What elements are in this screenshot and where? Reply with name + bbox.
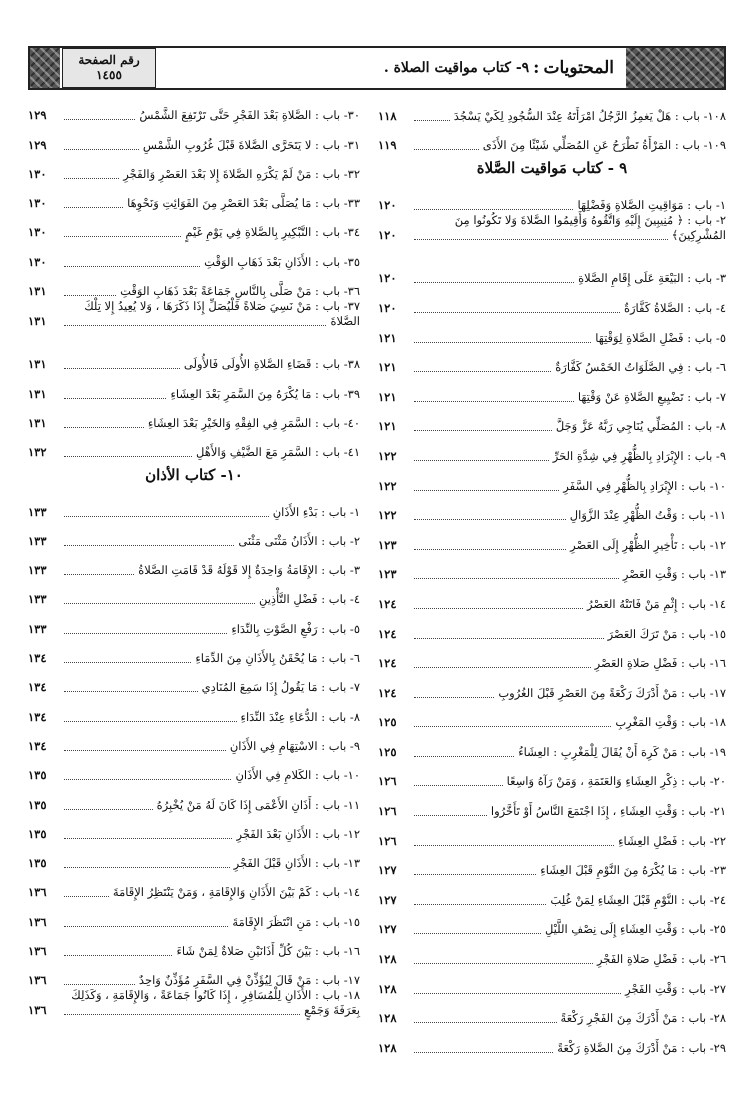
toc-page-number: ١٢١ xyxy=(378,330,397,345)
toc-entry-title: ٢٠- باب : ذِكْرِ العِشَاءِ وَالعَتَمَةِ ، وَمَنْ رَآهُ وَاسِعًا xyxy=(506,774,726,789)
dot-leader xyxy=(414,342,591,343)
toc-entry xyxy=(378,124,726,154)
toc-page-number: ١٢٥ xyxy=(378,715,397,730)
toc-entry-title: ٣٤- باب : التَّبْكِيرِ بِالصَّلاةِ فِي يَوْمِ غَيْمٍ xyxy=(185,225,360,240)
toc-entry-title: ٤٠- باب : السَّمَرِ فِي الفِقْهِ وَالخَيْرِ بَعْدَ العِشَاءِ xyxy=(147,415,360,430)
toc-page-number: ١٣٢ xyxy=(28,445,47,460)
toc-entry xyxy=(378,553,726,583)
dot-leader xyxy=(64,178,119,179)
toc-page-number: ١٣٤ xyxy=(28,680,47,695)
dot-leader xyxy=(64,838,232,839)
toc-entry-title: ٢٧- باب : وَقْتِ الفَجْرِ xyxy=(625,981,726,996)
toc-entry xyxy=(378,789,726,819)
dot-leader xyxy=(64,779,231,780)
toc-entry xyxy=(378,375,726,405)
toc-page-number: ١٢٢ xyxy=(378,508,397,523)
toc-page-number: ١٣١ xyxy=(28,386,47,401)
toc-entry-title: ١١- باب : أَذَانِ الأَعْمَى إِذَا كَانَ لَهُ مَنْ يُخْبِرُهُ xyxy=(156,797,360,812)
toc-page-number: ١٣٥ xyxy=(28,797,47,812)
dot-leader xyxy=(414,815,487,816)
toc-page-number: ١٢٣ xyxy=(378,537,397,552)
toc-entry-title: ٩- باب : الاسْتِهَامِ فِي الأَذَانِ xyxy=(229,738,360,753)
toc-page-number: ١٣٦ xyxy=(28,1003,47,1018)
toc-entry xyxy=(28,725,360,754)
dot-leader xyxy=(64,149,139,150)
toc-entry xyxy=(28,578,360,607)
toc-entry xyxy=(28,240,360,269)
toc-entry-title: ١٧- باب : مَنْ أَدْرَكَ رَكْعَةً مِنَ العَصْرِ قَبْلَ الغُرُوبِ xyxy=(498,685,726,700)
toc-entry-continuation xyxy=(378,228,726,243)
dot-leader xyxy=(64,295,116,296)
toc-page-number: ١١٩ xyxy=(378,138,397,153)
dot-leader xyxy=(414,845,614,846)
toc-entry xyxy=(378,730,726,760)
toc-entry xyxy=(378,183,726,213)
toc-entry xyxy=(378,257,726,287)
toc-entry-title: ٧- باب : مَا يَقُولُ إِذَا سَمِعَ المُنَادِي xyxy=(201,680,360,695)
toc-entry xyxy=(378,213,726,257)
toc-page-number: ١٢٤ xyxy=(378,656,397,671)
dot-leader xyxy=(64,662,191,663)
toc-entry xyxy=(378,94,726,124)
toc-entry-title: ١١- باب : وَقْتُ الظُّهْرِ عِنْدَ الزَّوَالِ xyxy=(569,508,726,523)
dot-leader xyxy=(64,398,166,399)
dot-leader xyxy=(64,984,135,985)
section-title: ٩ - كتاب مَواقيت الصَّلاة xyxy=(476,159,628,178)
toc-page-number: ١٣٥ xyxy=(28,768,47,783)
toc-entry-title: ١٥- باب : مَنِ انْتَظَرَ الإِقَامَةَ xyxy=(232,914,360,929)
toc-entry-title: ١٤- باب : إِثْمِ مَنْ فَاتَتْهُ العَصْرُ xyxy=(587,596,726,611)
dot-leader xyxy=(414,756,514,757)
toc-entry-title: ٨- باب : المُصَلِّي يُنَاجِي رَبَّهُ عَزَّ وَجَلَّ xyxy=(555,419,726,434)
dot-leader xyxy=(64,633,227,634)
toc-entry xyxy=(28,666,360,695)
toc-entry-title: ٢- باب : الأَذَانُ مَثْنَى مَثْنَى xyxy=(238,533,360,548)
dot-leader xyxy=(414,933,541,934)
toc-page-number: ١٢٤ xyxy=(378,626,397,641)
dot-leader xyxy=(64,955,172,956)
toc-entry-title: ٢٤- باب : النَّوْمِ قَبْلَ العِشَاءِ لِمَنْ غُلِبَ xyxy=(550,892,726,907)
dot-leader xyxy=(414,904,546,905)
toc-entry xyxy=(378,612,726,642)
toc-page-number: ١٣٤ xyxy=(28,651,47,666)
toc-page-number: ١١٨ xyxy=(378,108,397,123)
toc-entry-title: ٤١- باب : السَّمَرِ مَعَ الضَّيْفِ وَالأَهْلِ xyxy=(196,445,360,460)
toc-page-number: ١٣٦ xyxy=(28,885,47,900)
toc-entry xyxy=(378,494,726,524)
toc-entry-title: ٣- باب : الإِقَامَةُ وَاحِدَةٌ إِلا قَوْلَهُ قَدْ قَامَتِ الصَّلاةُ xyxy=(138,563,360,578)
dot-leader xyxy=(414,401,574,402)
toc-page-number: ١٢٧ xyxy=(378,863,397,878)
toc-page-number: ١٣٦ xyxy=(28,914,47,929)
dot-leader xyxy=(414,239,668,240)
dot-leader xyxy=(414,785,503,786)
dot-leader xyxy=(64,574,134,575)
toc-page-number: ١٢٣ xyxy=(378,567,397,582)
dot-leader xyxy=(64,368,180,369)
toc-entry-title: ٣١- باب : لا يَتَحَرَّى الصَّلاةَ قَبْلَ غُرُوبِ الشَّمْسِ xyxy=(142,137,360,152)
dot-leader xyxy=(414,149,479,150)
toc-page-number: ١٣١ xyxy=(28,415,47,430)
toc-entry xyxy=(378,967,726,997)
dot-leader xyxy=(64,325,326,326)
toc-page-number: ١٢٨ xyxy=(378,981,397,996)
header-ornament-left xyxy=(30,48,60,88)
toc-entry xyxy=(28,153,360,182)
dot-leader xyxy=(64,926,228,927)
dot-leader xyxy=(64,603,255,604)
toc-entry-title: ٣٢- باب : مَنْ لَمْ يَكْرَهِ الصَّلاةَ إِلا بَعْدَ العَصْرِ وَالفَجْرِ xyxy=(123,166,360,181)
toc-entry xyxy=(378,316,726,346)
dot-leader xyxy=(64,236,181,237)
dot-leader xyxy=(64,207,123,208)
toc-entry-title: ٥- باب : فَضْلِ الصَّلاةِ لِوَقْتِهَا xyxy=(595,330,726,345)
toc-entry-title: ١٨- باب : الأَذَانِ لِلْمُسَافِرِ ، إِذَا كَانُوا جَمَاعَةً ، وَالإِقَامَةِ ، وَكَذَلِكَ xyxy=(71,988,360,1003)
toc-entry-title: ٣٩- باب : مَا يُكْرَهُ مِنَ السَّمَرِ بَعْدَ العِشَاءِ xyxy=(170,386,360,401)
toc-entry-title: ٣٥- باب : الأَذَانِ بَعْدَ ذَهَابِ الوَقْتِ xyxy=(204,254,360,269)
dot-leader xyxy=(414,120,450,121)
toc-entry-title: ١٥- باب : مَنْ تَرَكَ العَصْرَ xyxy=(607,626,726,641)
toc-entry xyxy=(28,402,360,431)
toc-entry xyxy=(28,695,360,724)
toc-page-number: ١٢٢ xyxy=(378,448,397,463)
toc-entry-title: ١٢- باب : تَأْخِيرِ الظُّهْرِ إِلَى العَصْرِ xyxy=(570,537,726,552)
dot-leader xyxy=(64,750,226,751)
dot-leader xyxy=(414,282,574,283)
toc-entry xyxy=(28,900,360,929)
toc-page-number: ١٢٨ xyxy=(378,1040,397,1055)
toc-entry xyxy=(28,607,360,636)
toc-entry-title: ٤- باب : فَضْلِ التَّأْذِينِ xyxy=(258,592,360,607)
toc-entry xyxy=(28,549,360,578)
toc-page-number: ١٢٠ xyxy=(378,227,397,242)
toc-entry xyxy=(378,642,726,672)
right-column xyxy=(378,94,726,1056)
toc-page-number: ١٢٧ xyxy=(378,892,397,907)
dot-leader xyxy=(414,1022,557,1023)
toc-entry xyxy=(28,490,360,519)
toc-entry-title: ١٨- باب : وَقْتِ المَغْرِبِ xyxy=(615,715,726,730)
dot-leader xyxy=(414,667,591,668)
header-title-bar xyxy=(156,48,626,88)
toc-page-number: ١٢٤ xyxy=(378,596,397,611)
toc-entry xyxy=(28,211,360,240)
toc-entry xyxy=(378,908,726,938)
toc-entry xyxy=(378,434,726,464)
page-number-box xyxy=(62,48,156,88)
dot-leader xyxy=(64,266,200,267)
toc-entry xyxy=(378,286,726,316)
toc-page-number: ١٣٠ xyxy=(28,196,47,211)
dot-leader xyxy=(64,691,198,692)
toc-entry-title: ٢٩- باب : مَنْ أَدْرَكَ مِنَ الصَّلاةِ رَكْعَةً xyxy=(557,1040,726,1055)
header-ornament-right xyxy=(626,48,724,88)
dot-leader xyxy=(64,721,237,722)
toc-entry-title: ٢٣- باب : مَا يُكْرَهُ مِنَ النَّوْمِ قَبْلَ العِشَاءِ xyxy=(540,863,726,878)
toc-page-number: ١٢٦ xyxy=(378,774,397,789)
dot-leader xyxy=(64,456,192,457)
left-column xyxy=(28,94,360,1032)
toc-entry-title: ٣٧- باب : مَنْ نَسِيَ صَلاةً فَلْيُصَلِّ إِذَا ذَكَرَهَا ، وَلا يُعِيدُ إِلا تِلْكَ xyxy=(84,299,360,314)
toc-page-number: ١٣٦ xyxy=(28,973,47,988)
toc-entry-title: ٣٨- باب : قَضَاءِ الصَّلاةِ الأُولَى فَالأُولَى xyxy=(183,357,360,372)
toc-entry xyxy=(28,270,360,299)
dot-leader xyxy=(64,809,153,810)
toc-page-number: ١٣٣ xyxy=(28,533,47,548)
toc-entry-title: ٢٨- باب : مَنْ أَدْرَكَ مِنَ الفَجْرِ رَكْعَةً xyxy=(560,1011,726,1026)
toc-entry-title: ٤- باب : الصَّلاةُ كَفَّارَةٌ xyxy=(623,300,726,315)
toc-entry-title: ١٦- باب : بَيْنَ كُلِّ أَذَانَيْنِ صَلاةٌ لِمَنْ شَاءَ xyxy=(176,944,360,959)
dot-leader xyxy=(414,993,621,994)
toc-page-number: ١٣٥ xyxy=(28,826,47,841)
toc-entry xyxy=(378,701,726,731)
toc-entry-title: ١٠- باب : الكَلامِ فِي الأَذَانِ xyxy=(235,768,360,783)
toc-entry xyxy=(28,783,360,812)
toc-entry xyxy=(378,1026,726,1056)
toc-entry xyxy=(28,372,360,401)
toc-page-number: ١٣٦ xyxy=(28,944,47,959)
toc-entry xyxy=(378,849,726,879)
toc-entry-title: ١٤- باب : كَمْ بَيْنَ الأَذَانِ وَالإِقَامَةِ ، وَمَنْ يَنْتَظِرُ الإِقَامَةَ xyxy=(112,885,360,900)
toc-entry-title: ٧- باب : تَضْيِيعِ الصَّلاةِ عَنْ وَقْتِهَا xyxy=(577,389,726,404)
toc-page-number: ١٣١ xyxy=(28,314,47,329)
toc-entry-title: ١٢- باب : الأَذَانِ بَعْدَ الفَجْرِ xyxy=(236,826,360,841)
dot-leader xyxy=(414,578,619,579)
toc-entry-title: ٢٦- باب : فَضْلِ صَلاةِ الفَجْرِ xyxy=(596,952,726,967)
toc-page-number: ١٢٥ xyxy=(378,744,397,759)
toc-entry-continuation xyxy=(28,314,360,329)
toc-entry-title: ٩- باب : الإِبْرَادِ بِالظُّهْرِ فِي شِدَّةِ الحَرِّ xyxy=(552,448,726,463)
toc-entry xyxy=(28,813,360,842)
toc-entry xyxy=(378,523,726,553)
toc-entry xyxy=(28,988,360,1032)
toc-page-number: ١٢١ xyxy=(378,419,397,434)
toc-entry-title: ١- باب : مَوَاقِيتِ الصَّلاةِ وَفَضْلِهَا xyxy=(577,197,726,212)
dot-leader xyxy=(414,549,566,550)
page-number-value: ١٤٥٥ xyxy=(96,68,122,82)
toc-page-number: ١٣٥ xyxy=(28,856,47,871)
toc-entry xyxy=(28,520,360,549)
header-separator: : xyxy=(533,58,540,78)
toc-entry xyxy=(378,582,726,612)
toc-page-number: ١٣١ xyxy=(28,284,47,299)
toc-page-number: ١٢٠ xyxy=(378,300,397,315)
toc-entry-title: ١٣- باب : الأَذَانِ قَبْلَ الفَجْرِ xyxy=(233,856,360,871)
toc-entry-title: ٣- باب : البَيْعَةِ عَلَى إِقَامِ الصَّلاةِ xyxy=(578,271,726,286)
dot-leader xyxy=(414,963,593,964)
dot-leader xyxy=(414,638,604,639)
toc-entry-title: ١٦- باب : فَضْلِ صَلاةِ العَصْرِ xyxy=(594,656,726,671)
toc-entry-title: ١٠٨- باب : هَلْ يَغمِزُ الرَّجُلُ امْرَأَتَهُ عِنْدَ السُّجُودِ لِكَيْ يَسْجُدَ xyxy=(453,108,726,123)
toc-page-number: ١٢٤ xyxy=(378,685,397,700)
toc-page-number: ١٣٠ xyxy=(28,254,47,269)
dot-leader xyxy=(64,545,234,546)
toc-entry-title: ١٧- باب : مَنْ قَالَ لِيُؤَذِّنْ فِي السَّفَرِ مُؤَذِّنٌ وَاحِدٌ xyxy=(138,973,360,988)
dot-leader xyxy=(64,427,144,428)
toc-entry-title: ٢١- باب : وَقْتِ العِشَاءِ ، إِذَا اجْتَمَعَ النَّاسُ أَوْ تَأَخَّرُوا xyxy=(490,804,726,819)
toc-entry-title: ٦- باب : فِي الصَّلَوَاتُ الخَمْسُ كَفَّارَةٌ xyxy=(555,360,726,375)
dot-leader xyxy=(414,209,573,210)
toc-entry-title: ٢٢- باب : فَضْلِ العِشَاءِ xyxy=(618,833,726,848)
toc-entry xyxy=(378,464,726,494)
toc-page-number: ١٢١ xyxy=(378,360,397,375)
toc-entry xyxy=(378,997,726,1027)
toc-entry xyxy=(378,760,726,790)
toc-page-number: ١٢٠ xyxy=(378,197,397,212)
toc-entry xyxy=(28,930,360,959)
dot-leader xyxy=(414,726,611,727)
toc-entry-title: ١- باب : بَدْءِ الأَذَانِ xyxy=(272,504,360,519)
toc-page-number: ١٣٣ xyxy=(28,621,47,636)
dot-leader xyxy=(64,896,109,897)
toc-entry-title: ٣٦- باب : مَنْ صَلَّى بِالنَّاسِ جَمَاعَةً بَعْدَ ذَهَابِ الوَقْتِ xyxy=(120,284,360,299)
toc-entry-title: ١٠٩- باب : المَرْأَةُ تَطْرَحُ عَنِ المُصَلِّي شَيْئًا مِنَ الأَذَى xyxy=(482,138,726,153)
toc-entry xyxy=(378,878,726,908)
toc-page-number: ١٢٠ xyxy=(378,271,397,286)
toc-entry-title: ٢٥- باب : وَقْتِ العِشَاءِ إِلَى نِصْفِ اللَّيْلِ xyxy=(544,922,726,937)
dot-leader xyxy=(414,490,559,491)
toc-entry xyxy=(28,299,360,343)
dot-leader xyxy=(414,430,552,431)
toc-page-number: ١٢٧ xyxy=(378,922,397,937)
toc-entry-title-cont: بِعَرَفَةَ وَجَمْعٍ xyxy=(304,1003,360,1018)
header-title: المحتويات xyxy=(543,58,614,78)
toc-page-number: ١٢٢ xyxy=(378,478,397,493)
dot-leader xyxy=(414,1052,553,1053)
toc-entry xyxy=(378,405,726,435)
toc-page-number: ١٢٦ xyxy=(378,833,397,848)
toc-entry xyxy=(378,346,726,376)
toc-entry xyxy=(28,94,360,123)
dot-leader xyxy=(64,119,135,120)
toc-entry xyxy=(378,819,726,849)
dot-leader xyxy=(414,608,583,609)
header-subtitle: ٩- كتاب مواقيت الصلاة . xyxy=(383,60,530,76)
toc-entry-title: ٨- باب : الدُّعَاءِ عِنْدَ النِّدَاءِ xyxy=(240,709,360,724)
toc-entry-title: ١٩- باب : مَنْ كَرِهَ أَنْ يُقَالَ لِلْمَغْرِبِ : العِشَاءُ xyxy=(518,744,726,759)
toc-page-number: ١٢٩ xyxy=(28,137,47,152)
toc-page-number: ١٣٣ xyxy=(28,504,47,519)
dot-leader xyxy=(414,312,620,313)
toc-page-number: ١٢٩ xyxy=(28,108,47,123)
toc-page-number: ١٣٣ xyxy=(28,563,47,578)
toc-page-number: ١٣٤ xyxy=(28,709,47,724)
toc-entry-title: ١٠- باب : الإِبْرَادِ بِالظُّهْرِ فِي السَّفَرِ xyxy=(563,478,726,493)
toc-entry xyxy=(28,123,360,152)
toc-entry-title-cont: المُشْرِكِينَ﴾ xyxy=(671,227,726,242)
toc-entry xyxy=(28,754,360,783)
toc-page-number: ١٢٨ xyxy=(378,952,397,967)
toc-entry-title: ٣٠- باب : الصَّلاةِ بَعْدَ الفَجْرِ حَتَّى تَرْتَفِعَ الشَّمْسُ xyxy=(139,108,360,123)
toc-page-number: ١٢١ xyxy=(378,389,397,404)
toc-entry-title: ٦- باب : مَا يُحْقَنُ بِالأَذَانِ مِنَ الدِّمَاءِ xyxy=(195,651,360,666)
toc-entry xyxy=(28,637,360,666)
toc-page-number: ١٢٨ xyxy=(378,1011,397,1026)
toc-entry xyxy=(28,871,360,900)
toc-entry xyxy=(378,937,726,967)
toc-page-number: ١٣٠ xyxy=(28,225,47,240)
toc-entry-title: ١٣- باب : وَقْتِ العَصْرِ xyxy=(622,567,726,582)
dot-leader xyxy=(414,371,551,372)
dot-leader xyxy=(64,516,269,517)
page-number-label: رقم الصفحة xyxy=(78,53,140,67)
page-header xyxy=(28,46,726,90)
toc-entry-title-cont: الصَّلاةَ xyxy=(330,314,360,329)
dot-leader xyxy=(414,697,494,698)
toc-entry xyxy=(28,959,360,988)
toc-entry xyxy=(28,842,360,871)
toc-page-number: ١٣٣ xyxy=(28,592,47,607)
dot-leader xyxy=(414,874,536,875)
toc-entry xyxy=(378,671,726,701)
dot-leader xyxy=(414,460,549,461)
toc-entry xyxy=(28,182,360,211)
toc-entry-title: ٣٣- باب : مَا يُصَلَّى بَعْدَ العَصْرِ مِنَ الفَوَائِتِ وَنَحْوِهَا xyxy=(127,196,360,211)
dot-leader xyxy=(414,519,566,520)
toc-page-number: ١٣٤ xyxy=(28,738,47,753)
toc-entry-continuation xyxy=(28,1003,360,1018)
dot-leader xyxy=(64,867,230,868)
toc-page-number: ١٣١ xyxy=(28,357,47,372)
toc-page-number: ١٣٠ xyxy=(28,166,47,181)
toc-entry xyxy=(28,343,360,372)
dot-leader xyxy=(64,1014,300,1015)
toc-page-number: ١٢٦ xyxy=(378,804,397,819)
toc-entry-title: ٢- باب : ﴿ مُنِيبِينَ إِلَيْهِ وَاتَّقُوهُ وَأَقِيمُوا الصَّلاةَ وَلا تَكُونُوا مِنَ xyxy=(454,212,726,227)
toc-entry-title: ٥- باب : رَفْعِ الصَّوْتِ بِالنِّدَاءِ xyxy=(231,621,360,636)
section-title: ١٠- كتاب الأذان xyxy=(145,466,243,485)
toc-entry xyxy=(28,431,360,460)
